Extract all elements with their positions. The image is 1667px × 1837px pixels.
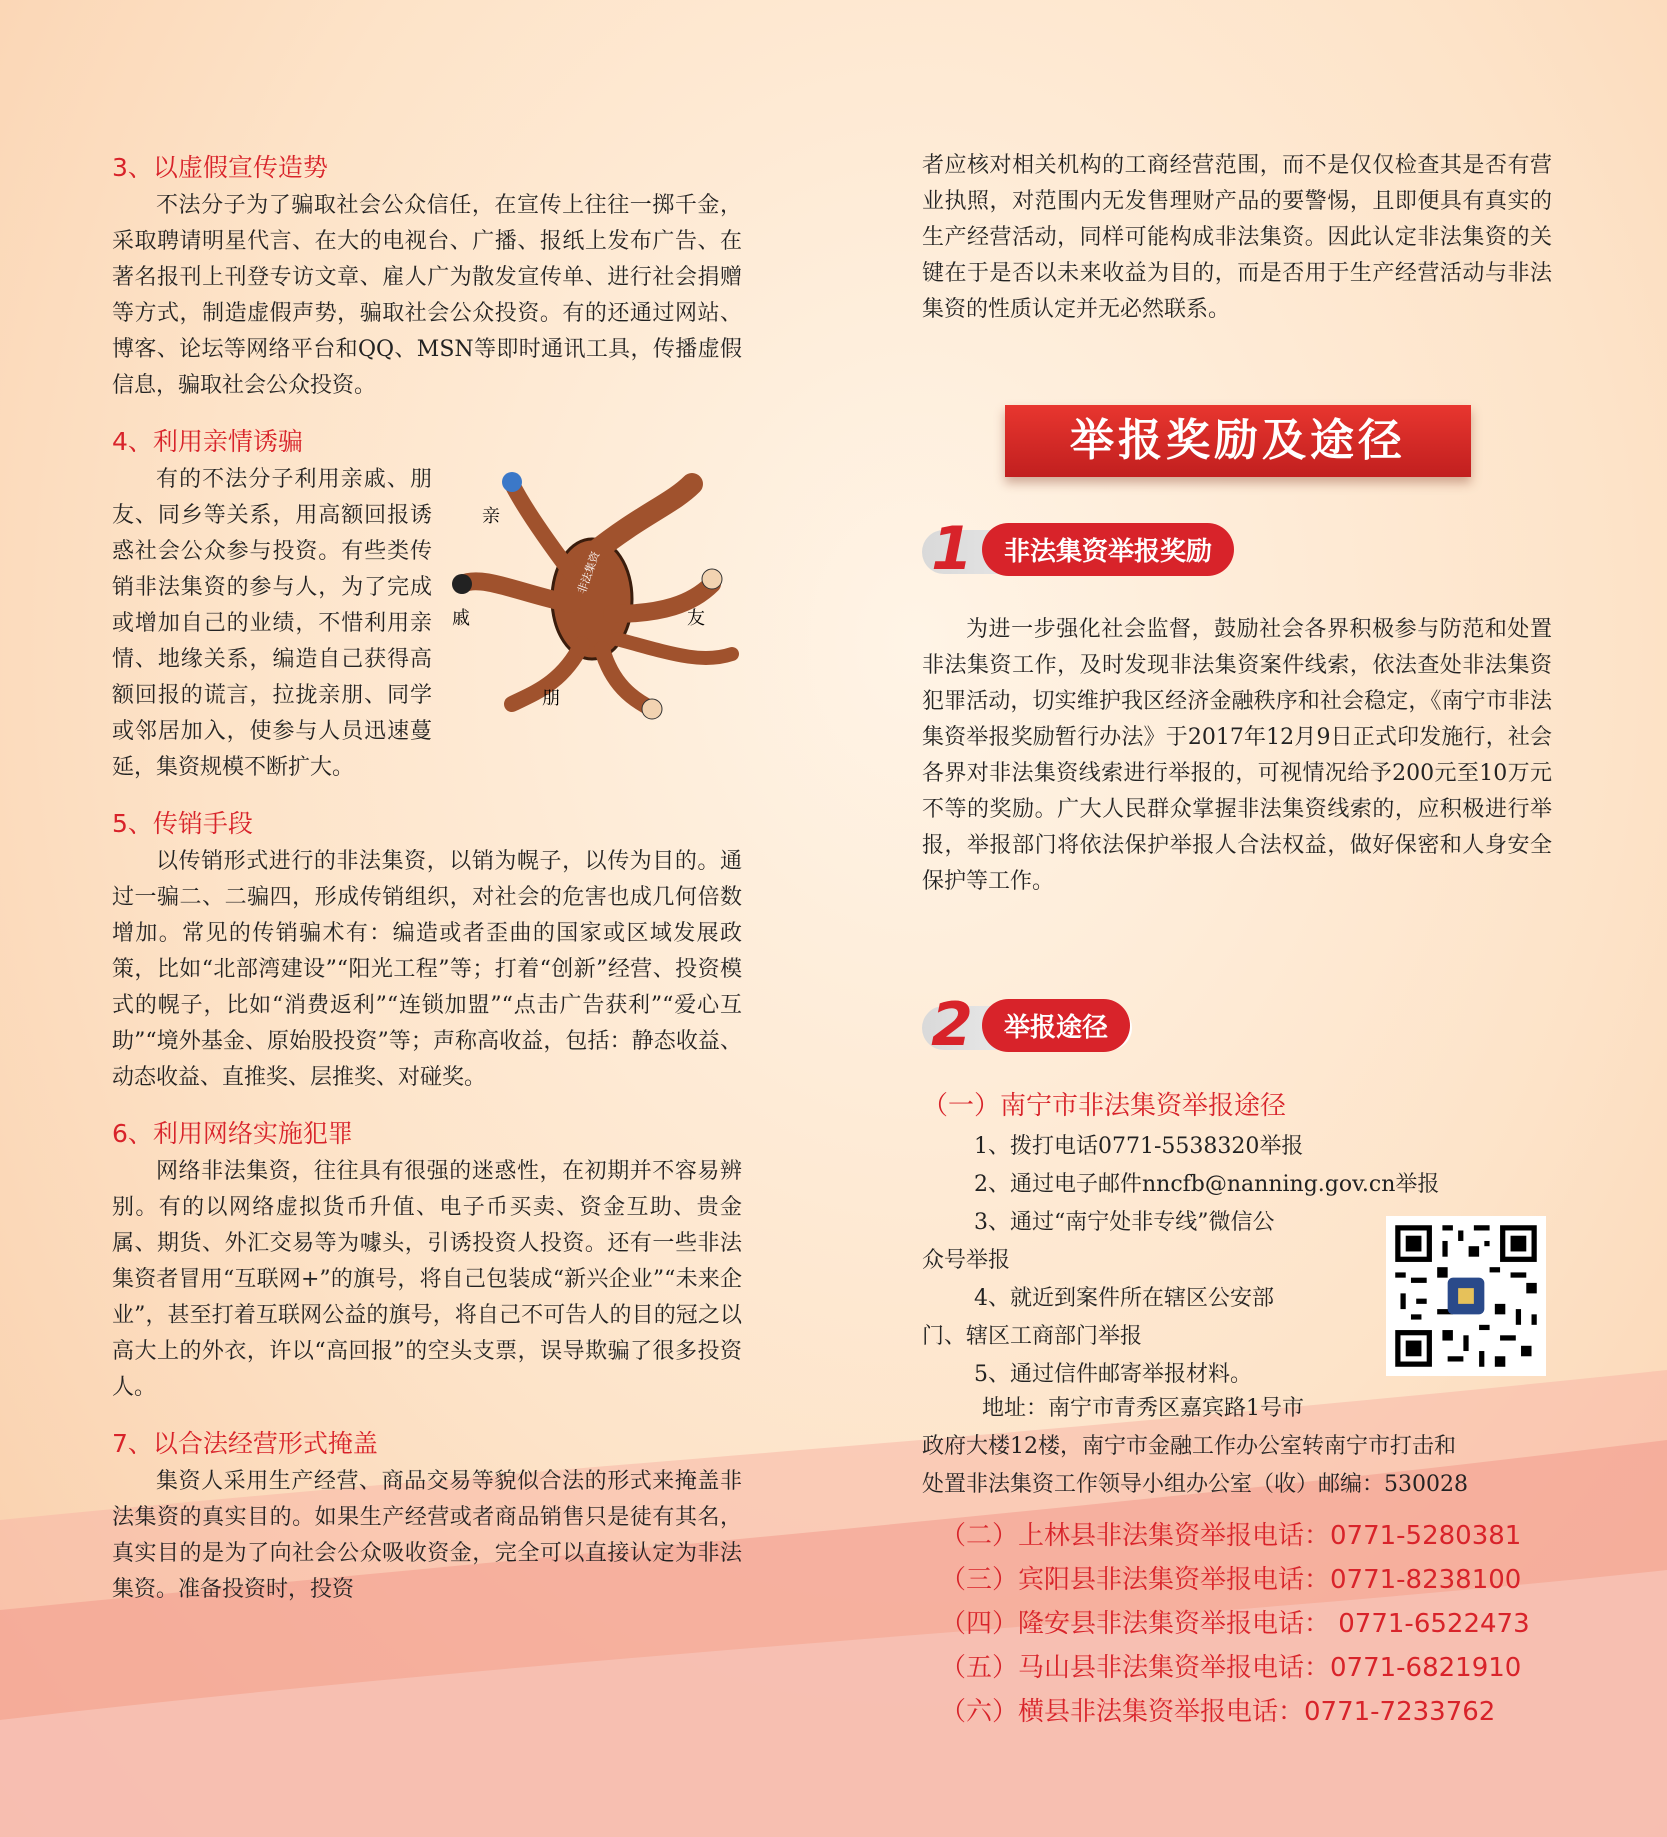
section-body: 不法分子为了骗取社会公众信任，在宣传上往往一掷千金，采取聘请明星代言、在大的电视台、广播、报纸上发布广告、在著名报刊上刊登专访文章、雇人广为散发宣传单、进行社会捐赠等方式，制造虚假声势，骗取社会公众投资。有的还通过网站、博客、论坛等网络平台和QQ、MSN等即时通讯工具，传播虚假信息，骗取社会公众投资。 (112, 193, 742, 398)
section-heading: 3、以虚假宣传造势 (112, 153, 328, 182)
section-heading: 5、传销手段 (112, 809, 253, 838)
badge-reward (922, 514, 1234, 584)
cartoon-label-you: 友 (687, 608, 705, 629)
reward-text: 为进一步强化社会监督，鼓励社会各界积极参与防范和处置非法集资工作，及时发现非法集资案件线索，依法查处非法集资犯罪活动，切实维护我区经济金融秩序和社会稳定，《南宁市非法集资举报奖励暂行办法》于2017年12月9日正式印发施行，社会各界对非法集资线索进行举报的，可视情况给予200元至10万元不等的奖励。广大人民群众掌握非法集资线索的，应积极进行举报，举报部门将依法保护举报人合法权益，做好保密和人身安全保护等工作。 (922, 617, 1552, 894)
address-line-2: 政府大楼12楼，南宁市金融工作办公室转南宁市打击和 (922, 1434, 1456, 1459)
section-heading: 7、以合法经营形式掩盖 (112, 1429, 378, 1458)
channel-item-phone: 1、拨打电话0771-5538320举报 (974, 1134, 1304, 1159)
cartoon-sign: 非法集资 (575, 549, 603, 596)
badge-channels (922, 990, 1130, 1060)
section-3 (112, 148, 742, 404)
badge-label: 非法集资举报奖励 (982, 523, 1234, 576)
section-body: 有的不法分子利用亲戚、朋友、同乡等关系，用高额回报诱惑社会公众参与投资。有些类传销非法集资的参与人，为了完成或增加自己的业绩，不惜利用亲情、地缘关系，编造自己获得高额回报的谎言，拉拢亲朋、同学或邻居加入，使参与人员迅速蔓延，集资规模不断扩大。 (112, 467, 432, 780)
section-body: 集资人采用生产经营、商品交易等貌似合法的形式来掩盖非法集资的真实目的。如果生产经营或者商品销售只是徒有其名，真实目的是为了向社会公众吸收资金，完全可以直接认定为非法集资。准备投资时，投资 (112, 1469, 742, 1602)
channel-item-email: 2、通过电子邮件nncfb@nanning.gov.cn举报 (974, 1172, 1440, 1197)
cartoon-label-qin: 亲 (482, 506, 500, 527)
phone-mashan: （五）马山县非法集资举报电话：0771-6821910 (940, 1653, 1522, 1683)
nanning-channels-heading: （一）南宁市非法集资举报途径 (922, 1091, 1287, 1121)
mail-address (922, 1390, 1562, 1504)
section-body: 网络非法集资，往往具有很强的迷惑性，在初期并不容易辨别。有的以网络虚拟货币升值、电子币买卖、资金互助、贵金属、期货、外汇交易等为噱头，引诱投资人投资。还有一些非法集资者冒用“互联网+”的旗号，将自己包装成“新兴企业”“未来企业”，甚至打着互联网公益的旗号，将自己不可告人的目的冠之以高大上的外衣，许以“高回报”的空头支票，误导欺骗了很多投资人。 (112, 1159, 742, 1400)
cartoon-label-peng: 朋 (542, 688, 560, 709)
channel-item-wechat: 3、通过“南宁处非专线”微信公 (974, 1210, 1275, 1235)
phone-binyang: （三）宾阳县非法集资举报电话：0771-8238100 (940, 1565, 1522, 1595)
channel-item-visit: 4、就近到案件所在辖区公安部 (974, 1286, 1274, 1311)
section-7 (112, 1424, 742, 1608)
continued-text: 者应核对相关机构的工商经营范围，而不是仅仅检查其是否有营业执照，对范围内无发售理财产品的要警惕，且即便具有真实的生产经营活动，同样可能构成非法集资。因此认定非法集资的关键在于是否以未来收益为目的，而是否用于生产经营活动与非法集资的性质认定并无必然联系。 (922, 153, 1552, 322)
section-body: 以传销形式进行的非法集资，以销为幌子，以传为目的。通过一骗二、二骗四，形成传销组织，对社会的危害也成几何倍数增加。常见的传销骗术有：编造或者歪曲的国家或区域发展政策，比如“北部湾建设”“阳光工程”等；打着“创新”经营、投资模式的幌子，比如“消费返利”“连锁加盟”“点击广告获利”“爱心互助”“境外基金、原始股投资”等；声称高收益，包括：静态收益、动态收益、直推奖、层推奖、对碰奖。 (112, 849, 742, 1090)
wechat-qr-code[interactable] (1386, 1216, 1546, 1376)
channel-item-wechat-cont: 众号举报 (922, 1248, 1011, 1273)
phone-hengxian: （六）横县非法集资举报电话：0771-7233762 (940, 1697, 1496, 1727)
channel-item-mail: 5、通过信件邮寄举报材料。 (974, 1362, 1252, 1387)
address-line-3: 处置非法集资工作领导小组办公室（收）邮编：530028 (922, 1472, 1468, 1497)
channel-list (922, 1128, 1440, 1394)
address-line-1: 地址：南宁市青秀区嘉宾路1号市 (982, 1396, 1304, 1421)
section-heading: 6、利用网络实施犯罪 (112, 1119, 353, 1148)
octopus-cartoon (442, 454, 762, 730)
channel-item-visit-cont: 门、辖区工商部门举报 (922, 1324, 1143, 1349)
reward-section (922, 612, 1552, 900)
badge-label: 举报途径 (982, 999, 1130, 1052)
report-banner: 举报奖励及途径 (1005, 405, 1471, 477)
badge-number: 2 (931, 990, 973, 1060)
phone-shanglin: （二）上林县非法集资举报电话：0771-5280381 (940, 1521, 1522, 1551)
phone-longan: （四）隆安县非法集资举报电话： 0771-6522473 (940, 1609, 1530, 1639)
left-column (112, 148, 742, 1626)
right-column (922, 148, 1552, 328)
badge-number: 1 (931, 514, 973, 584)
section-5 (112, 804, 742, 1096)
cartoon-label-qi: 戚 (452, 608, 470, 629)
section-4 (112, 422, 742, 786)
section-heading: 4、利用亲情诱骗 (112, 427, 303, 456)
section-6 (112, 1114, 742, 1406)
